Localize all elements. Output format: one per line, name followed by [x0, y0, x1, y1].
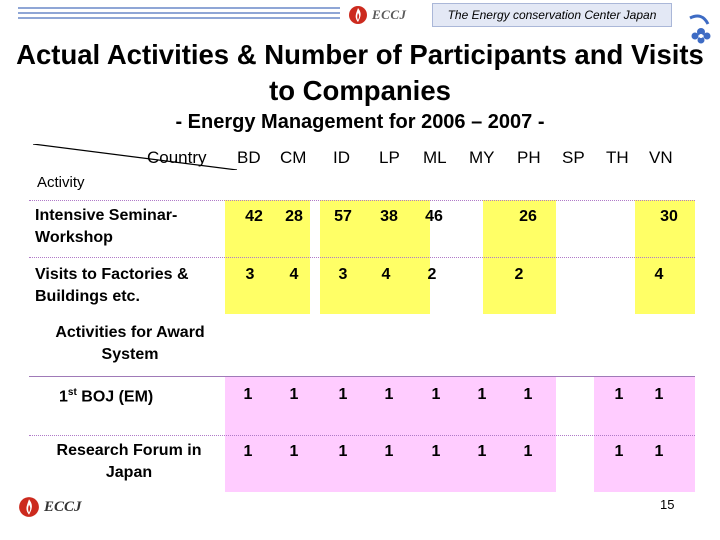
- cell-forum-id: 1: [338, 443, 348, 460]
- cell-boj-ml: 1: [431, 386, 441, 403]
- cell-boj-cm: 1: [289, 386, 299, 403]
- row-label-boj-sup: st: [67, 387, 77, 398]
- country-header-vn: VN: [649, 148, 673, 167]
- cell-forum-ph: 1: [523, 443, 533, 460]
- cell-forum-vn: 1: [654, 443, 664, 460]
- cell-boj-my: 1: [477, 386, 487, 403]
- cell-seminar-lp: 38: [380, 208, 398, 225]
- header-logo: [348, 5, 407, 25]
- footer-logo: [18, 496, 82, 518]
- cell-boj-lp: 1: [384, 386, 394, 403]
- country-header-cm: CM: [280, 148, 307, 167]
- header-activity-label: Activity: [37, 174, 85, 191]
- footer-logo-text: ECCJ: [44, 498, 82, 515]
- cell-visits-ml: 2: [427, 266, 437, 283]
- country-header-ph: PH: [517, 148, 541, 167]
- page-title: Actual Activities & Number of Participants and Visits to Companies: [16, 39, 704, 106]
- cell-forum-ml: 1: [431, 443, 441, 460]
- organization-name: The Energy conservation Center Japan: [432, 3, 672, 27]
- row-label-visits: Visits to Factories & Buildings etc.: [35, 266, 189, 305]
- row-label-boj-rest: BOJ (EM): [76, 388, 154, 406]
- page-number: 15: [660, 497, 675, 512]
- cell-forum-cm: 1: [289, 443, 299, 460]
- country-header-th: TH: [606, 148, 629, 167]
- row-label-boj-main: 1: [59, 388, 68, 406]
- flame-logo-icon: [348, 5, 368, 25]
- row-label-research-forum: Research Forum in Japan: [56, 442, 202, 481]
- page-subtitle: - Energy Management for 2006 – 2007 -: [175, 111, 545, 133]
- cell-seminar-id: 57: [334, 208, 352, 225]
- cell-visits-vn: 4: [654, 266, 664, 283]
- cell-forum-my: 1: [477, 443, 487, 460]
- row-label-seminar: Intensive Seminar-Workshop: [35, 207, 178, 246]
- cell-visits-id: 3: [338, 266, 348, 283]
- cell-boj-id: 1: [338, 386, 348, 403]
- cell-seminar-vn: 30: [660, 208, 678, 225]
- header-rule-lines: [18, 7, 340, 21]
- country-header-ml: ML: [423, 148, 447, 167]
- cell-seminar-ml: 46: [425, 208, 443, 225]
- cell-visits-lp: 4: [381, 266, 391, 283]
- cell-forum-lp: 1: [384, 443, 394, 460]
- cell-seminar-ph: 26: [519, 208, 537, 225]
- row-divider: [29, 257, 695, 258]
- country-header-lp: LP: [379, 148, 400, 167]
- row-divider: [29, 376, 695, 377]
- cell-boj-ph: 1: [523, 386, 533, 403]
- cell-seminar-bd: 42: [245, 208, 263, 225]
- cell-forum-th: 1: [614, 443, 624, 460]
- activities-table: [29, 142, 695, 494]
- row-label-award-system: Activities for Award System: [55, 324, 205, 363]
- header-country-label: Country: [147, 148, 207, 167]
- country-header-my: MY: [469, 148, 495, 167]
- row-label-boj: [59, 382, 219, 408]
- header-logo-text: ECCJ: [372, 7, 407, 22]
- country-header-bd: BD: [237, 148, 261, 167]
- cell-boj-vn: 1: [654, 386, 664, 403]
- cell-boj-bd: 1: [243, 386, 253, 403]
- cell-boj-th: 1: [614, 386, 624, 403]
- row-divider: [29, 435, 695, 436]
- cell-forum-bd: 1: [243, 443, 253, 460]
- footer-flame-logo-icon: [18, 496, 40, 518]
- cell-visits-bd: 3: [245, 266, 255, 283]
- cell-visits-ph: 2: [514, 266, 524, 283]
- row-divider: [29, 200, 695, 201]
- cell-seminar-cm: 28: [285, 208, 303, 225]
- cell-visits-cm: 4: [289, 266, 299, 283]
- country-header-sp: SP: [562, 148, 585, 167]
- country-header-id: ID: [333, 148, 350, 167]
